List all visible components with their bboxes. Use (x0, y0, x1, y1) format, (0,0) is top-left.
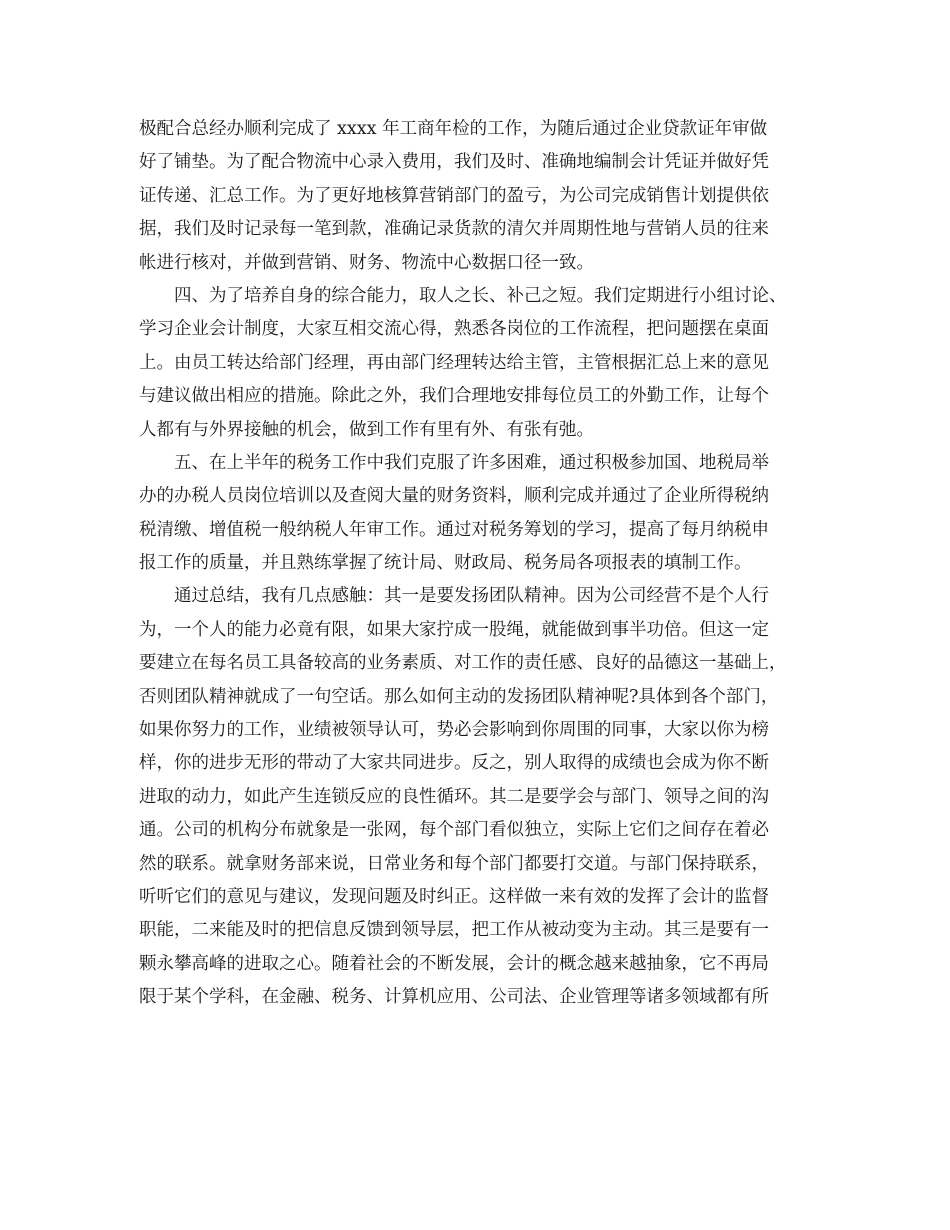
text-line: 限于某个学科，在金融、税务、计算机应用、公司法、企业管理等诸多领域都有所 (139, 987, 769, 1008)
text-line: 帐进行核对，并做到营销、财务、物流中心数据口径一致。 (139, 252, 594, 273)
text-line: 为，一个人的能力必竟有限，如果大家拧成一股绳，就能做到事半功倍。但这一定 (139, 619, 769, 640)
text-line: 然的联系。就拿财务部来说，日常业务和每个部门都要打交道。与部门保持联系， (139, 853, 769, 874)
text-line: 税清缴、增值税一般纳税人年审工作。通过对税务筹划的学习，提高了每月纳税申 (139, 519, 769, 540)
paragraph-3 (139, 447, 829, 581)
text-line: 上。由员工转达给部门经理，再由部门经理转达给主管，主管根据汇总上来的意见 (139, 352, 769, 373)
text-line: 办的办税人员岗位培训以及查阅大量的财务资料，顺利完成并通过了企业所得税纳 (139, 486, 769, 507)
text-line: 通过总结，我有几点感触：其一是要发扬团队精神。因为公司经营不是个人行 (139, 586, 769, 607)
document-body (139, 113, 829, 1015)
text-line: 五、在上半年的税务工作中我们克服了许多困难，通过积极参加国、地税局举 (139, 452, 769, 473)
text-line: 样，你的进步无形的带动了大家共同进步。反之，别人取得的成绩也会成为你不断 (139, 753, 769, 774)
text-line: 人都有与外界接触的机会，做到工作有里有外、有张有弛。 (139, 419, 594, 440)
text-line: 职能，二来能及时的把信息反馈到领导层，把工作从被动变为主动。其三是要有一 (139, 920, 769, 941)
paragraph-1 (139, 113, 829, 280)
text-line: 极配合总经办顺利完成了 xxxx 年工商年检的工作，为随后通过企业贷款证年审做 (139, 119, 768, 139)
text-line: 颗永攀高峰的进取之心。随着社会的不断发展，会计的概念越来越抽象，它不再局 (139, 953, 769, 974)
text-line: 否则团队精神就成了一句空话。那么如何主动的发扬团队精神呢?具体到各个部门， (139, 686, 779, 707)
text-line: 与建议做出相应的措施。除此之外，我们合理地安排每位员工的外勤工作，让每个 (139, 386, 769, 407)
text-line: 进取的动力，如此产生连锁反应的良性循环。其二是要学会与部门、领导之间的沟 (139, 786, 769, 807)
text-line: 好了铺垫。为了配合物流中心录入费用，我们及时、准确地编制会计凭证并做好凭 (139, 152, 769, 173)
text-line: 听听它们的意见与建议，发现问题及时纠正。这样做一来有效的发挥了会计的监督 (139, 886, 769, 907)
text-line: 报工作的质量，并且熟练掌握了统计局、财政局、税务局各项报表的填制工作。 (139, 553, 752, 574)
paragraph-2 (139, 280, 829, 447)
text-line: 如果你努力的工作，业绩被领导认可，势必会影响到你周围的同事，大家以你为榜 (139, 720, 769, 741)
text-line: 通。公司的机构分布就象是一张网，每个部门看似独立，实际上它们之间存在着必 (139, 820, 769, 841)
text-line: 要建立在每名员工具备较高的业务素质、对工作的责任感、良好的品德这一基础上， (139, 653, 787, 674)
text-line: 据，我们及时记录每一笔到款，准确记录货款的清欠并周期性地与营销人员的往来 (139, 219, 769, 240)
text-line: 学习企业会计制度，大家互相交流心得，熟悉各岗位的工作流程，把问题摆在桌面 (139, 319, 769, 340)
paragraph-4 (139, 580, 829, 1014)
text-line: 四、为了培养自身的综合能力，取人之长、补己之短。我们定期进行小组讨论、 (139, 285, 787, 306)
text-line: 证传递、汇总工作。为了更好地核算营销部门的盈亏，为公司完成销售计划提供依 (139, 185, 769, 206)
